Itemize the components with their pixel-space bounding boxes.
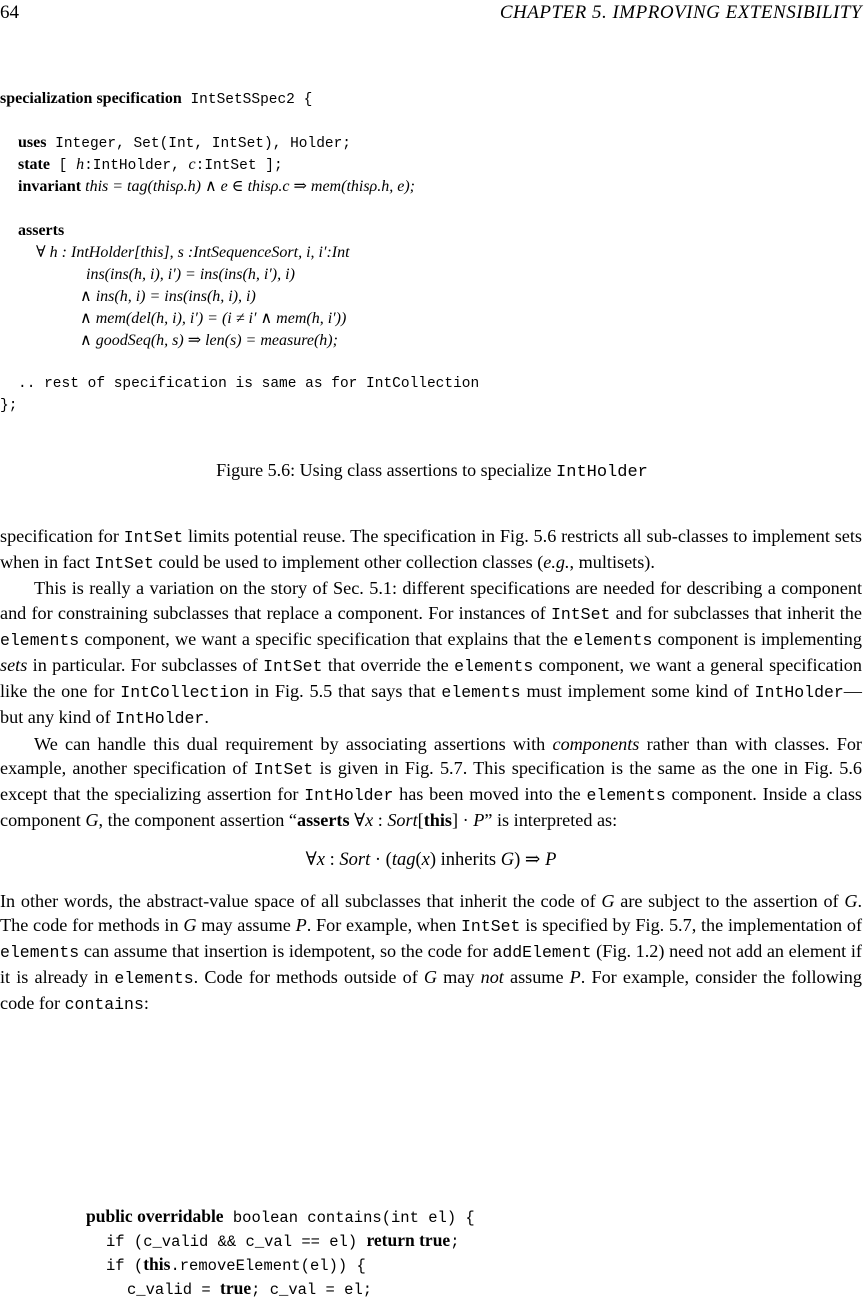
eq-part: ( bbox=[415, 850, 422, 871]
code-text: ; c_val = el; bbox=[251, 1281, 373, 1299]
eq-var: G bbox=[500, 850, 515, 871]
text-run: component, we want a general specification like the one for bbox=[0, 655, 862, 702]
code-term: IntSet bbox=[253, 759, 314, 779]
emphasis: sets bbox=[0, 655, 28, 676]
spec-line-3 bbox=[18, 154, 283, 176]
code-term: IntHolder bbox=[115, 709, 205, 729]
eq-part: ) ⇒ bbox=[514, 850, 546, 871]
math-var: P bbox=[295, 914, 307, 935]
spec-var: c bbox=[188, 156, 196, 173]
code-term: IntSet bbox=[94, 554, 154, 574]
math-var: Sort bbox=[387, 810, 418, 831]
spec-formula: ∀ h : IntHolder[this], s :IntSequenceSort, i, i′:Int bbox=[36, 244, 350, 261]
code-term: contains bbox=[64, 995, 144, 1015]
eq-var: Sort bbox=[339, 850, 371, 871]
text-run: in particular. For subclasses of bbox=[27, 655, 264, 676]
caption-code: IntHolder bbox=[556, 463, 648, 482]
text-run: specification for bbox=[0, 526, 124, 546]
text-run: rather than with classes. For example, another specification of bbox=[0, 733, 862, 778]
text-run: could be used to implement other collection classes ( bbox=[153, 552, 544, 573]
math-var: G bbox=[85, 810, 99, 831]
code-term: elements bbox=[0, 630, 80, 650]
spec-line-11 bbox=[18, 372, 479, 394]
text-run: component, we want a specific specification that explains that the bbox=[79, 628, 574, 649]
figure-caption bbox=[0, 460, 864, 482]
spec-formula: ∧ mem(del(h, i), i′) = (i ≠ i′ ∧ mem(h, i′)) bbox=[80, 310, 347, 327]
spec-line-9 bbox=[80, 308, 346, 330]
eq-var: x bbox=[316, 850, 326, 871]
spec-line-1 bbox=[0, 88, 312, 110]
text-run: may bbox=[437, 967, 481, 988]
bold-keyword: this bbox=[423, 810, 453, 831]
code-text: c_valid = bbox=[127, 1281, 221, 1299]
page-header bbox=[0, 2, 862, 26]
spec-line-2 bbox=[18, 132, 351, 154]
text-run: assume bbox=[503, 967, 570, 988]
text-run: ” is interpreted as: bbox=[484, 810, 618, 831]
code-term: IntSet bbox=[550, 604, 611, 624]
code-term: IntSet bbox=[123, 528, 184, 547]
text-run: is given in Fig. 5.7. This specification is the same as the one in Fig. 5.6 except that the specializing assertion for bbox=[0, 757, 862, 805]
text-run: (Fig. 1.2) need not add an element if it is already in bbox=[0, 941, 862, 988]
text-run: . Code for methods outside of bbox=[193, 967, 424, 988]
eq-var: x bbox=[421, 850, 430, 871]
text-run: [ bbox=[417, 810, 424, 831]
code-text: boolean contains(int el) { bbox=[223, 1209, 475, 1227]
code-term: addElement bbox=[492, 943, 592, 963]
emphasis: not bbox=[480, 967, 504, 988]
spec-line-5 bbox=[18, 220, 64, 242]
paragraph-3 bbox=[0, 732, 862, 833]
code-text: .removeElement(el)) { bbox=[170, 1257, 366, 1275]
code-term: IntHolder bbox=[754, 683, 844, 703]
spec-line-7 bbox=[86, 264, 295, 286]
text-run: limits potential reuse. The specification in Fig. 5.6 restricts all sub-classes to implement sets when in fact bbox=[0, 526, 862, 573]
spec-formula: ∧ goodSeq(h, s) ⇒ len(s) = measure(h); bbox=[80, 332, 338, 349]
spec-line-6 bbox=[36, 242, 350, 264]
text-run: may assume bbox=[196, 914, 296, 935]
math-var: x bbox=[365, 810, 374, 831]
paragraph-1 bbox=[0, 524, 862, 576]
spec-line-8 bbox=[80, 286, 256, 308]
code-line-4 bbox=[127, 1276, 372, 1300]
code-text: if (c_valid && c_val == el) bbox=[106, 1233, 367, 1251]
text-run: . For example, when bbox=[306, 914, 462, 935]
text-run: in Fig. 5.5 that says that bbox=[249, 681, 442, 702]
eq-part: · ( bbox=[370, 850, 392, 871]
spec-formula: ∧ ins(h, i) = ins(ins(h, i), i) bbox=[80, 288, 256, 305]
emphasis: e.g. bbox=[543, 552, 570, 573]
code-text: ; bbox=[450, 1233, 460, 1251]
text-run: component is implementing bbox=[652, 628, 862, 649]
text-run: . For example, consider the following code for bbox=[0, 967, 862, 1014]
text-run: In other words, the abstract-value space of all subclasses that inherit the code of bbox=[0, 890, 602, 911]
eq-var: tag bbox=[391, 850, 416, 871]
paragraph-4 bbox=[0, 889, 862, 1018]
code-keyword: return true bbox=[366, 1230, 451, 1250]
spec-keyword: invariant bbox=[18, 178, 82, 195]
spec-text: .. rest of specification is same as for IntCollection bbox=[18, 376, 480, 392]
paragraph-2 bbox=[0, 576, 862, 731]
math-var: P bbox=[569, 967, 581, 988]
text-run: : bbox=[373, 810, 388, 831]
text-run: We can handle this dual requirement by associating assertions with bbox=[34, 733, 553, 754]
spec-formula: ins(ins(h, i), i′) = ins(ins(h, i′), i) bbox=[86, 266, 295, 283]
spec-keyword: specialization specification bbox=[0, 90, 182, 107]
text-run: is specified by Fig. 5.7, the implementation of bbox=[520, 914, 862, 935]
display-equation bbox=[0, 848, 862, 872]
text-run: component. Inside a class component bbox=[0, 784, 863, 831]
code-term: IntCollection bbox=[120, 683, 250, 703]
code-term: elements bbox=[454, 657, 534, 677]
code-line-3 bbox=[106, 1252, 366, 1276]
text-run: and for subclasses that inherit the bbox=[610, 602, 862, 623]
spec-keyword: state bbox=[18, 156, 50, 173]
math-var: P bbox=[473, 810, 485, 831]
code-term: elements bbox=[573, 630, 653, 650]
spec-text: :IntHolder, bbox=[84, 158, 189, 174]
code-term: IntHolder bbox=[304, 786, 394, 806]
code-text: if ( bbox=[106, 1257, 144, 1275]
emphasis: components bbox=[552, 733, 640, 754]
text-run: are subject to the assertion of bbox=[614, 890, 845, 911]
spec-text: Integer, Set(Int, IntSet), Holder; bbox=[46, 136, 352, 152]
eq-part: : bbox=[325, 850, 340, 871]
text-run: . bbox=[204, 707, 209, 728]
spec-keyword: uses bbox=[18, 134, 47, 151]
text-run: ∀ bbox=[349, 810, 366, 831]
code-term: elements bbox=[586, 786, 666, 806]
code-term: elements bbox=[0, 943, 80, 963]
code-term: IntSet bbox=[263, 657, 323, 677]
text-run: must implement some kind of bbox=[520, 681, 755, 702]
text-run: , the component assertion “ bbox=[98, 810, 298, 831]
text-run: , multisets). bbox=[569, 552, 655, 573]
body-text bbox=[0, 524, 862, 1018]
code-term: elements bbox=[441, 683, 521, 703]
code-line-1 bbox=[86, 1204, 475, 1228]
code-term: IntSet bbox=[461, 916, 521, 936]
eq-part: ) inherits bbox=[429, 850, 501, 871]
caption-text: Figure 5.6: Using class assertions to specialize bbox=[216, 460, 557, 480]
spec-keyword: asserts bbox=[18, 222, 65, 239]
code-keyword: true bbox=[220, 1278, 252, 1298]
text-run: : bbox=[143, 993, 149, 1014]
eq-var: P bbox=[545, 850, 557, 871]
text-run: has been moved into the bbox=[393, 784, 587, 805]
eq-part: ∀ bbox=[305, 850, 317, 871]
spec-line-12 bbox=[0, 394, 17, 416]
spec-var: h bbox=[76, 156, 85, 173]
code-line-2 bbox=[106, 1228, 460, 1252]
spec-formula: this = tag(thisρ.h) ∧ e ∈ thisρ.c ⇒ mem(thisρ.h, e); bbox=[81, 178, 415, 195]
running-head: CHAPTER 5. IMPROVING EXTENSIBILITY bbox=[499, 2, 862, 23]
math-var: G bbox=[183, 914, 197, 935]
text-run: This is really a variation on the story of Sec. 5.1: different specifications are needed for describing a component and for constraining subclasses that replace a component. For instances of bbox=[0, 578, 862, 623]
code-keyword: this bbox=[143, 1254, 171, 1274]
text-run: can assume that insertion is idempotent, so the code for bbox=[79, 941, 493, 962]
spec-line-4 bbox=[18, 176, 415, 198]
page-number: 64 bbox=[0, 2, 19, 23]
text-run: —but any kind of bbox=[0, 681, 862, 728]
spec-text: :IntSet ]; bbox=[195, 158, 283, 174]
spec-line-10 bbox=[80, 330, 338, 352]
spec-text: IntSetSSpec2 { bbox=[181, 92, 313, 108]
code-keyword: public overridable bbox=[86, 1206, 224, 1226]
spec-text: }; bbox=[0, 398, 18, 414]
code-term: elements bbox=[114, 969, 194, 989]
math-var: G bbox=[844, 890, 858, 911]
text-run: ] · bbox=[452, 810, 474, 831]
text-run: . The code for methods in bbox=[0, 890, 862, 935]
bold-keyword: asserts bbox=[297, 810, 350, 831]
spec-text: [ bbox=[49, 158, 77, 174]
text-run: that override the bbox=[322, 655, 455, 676]
math-var: G bbox=[423, 967, 438, 988]
math-var: G bbox=[601, 890, 615, 911]
